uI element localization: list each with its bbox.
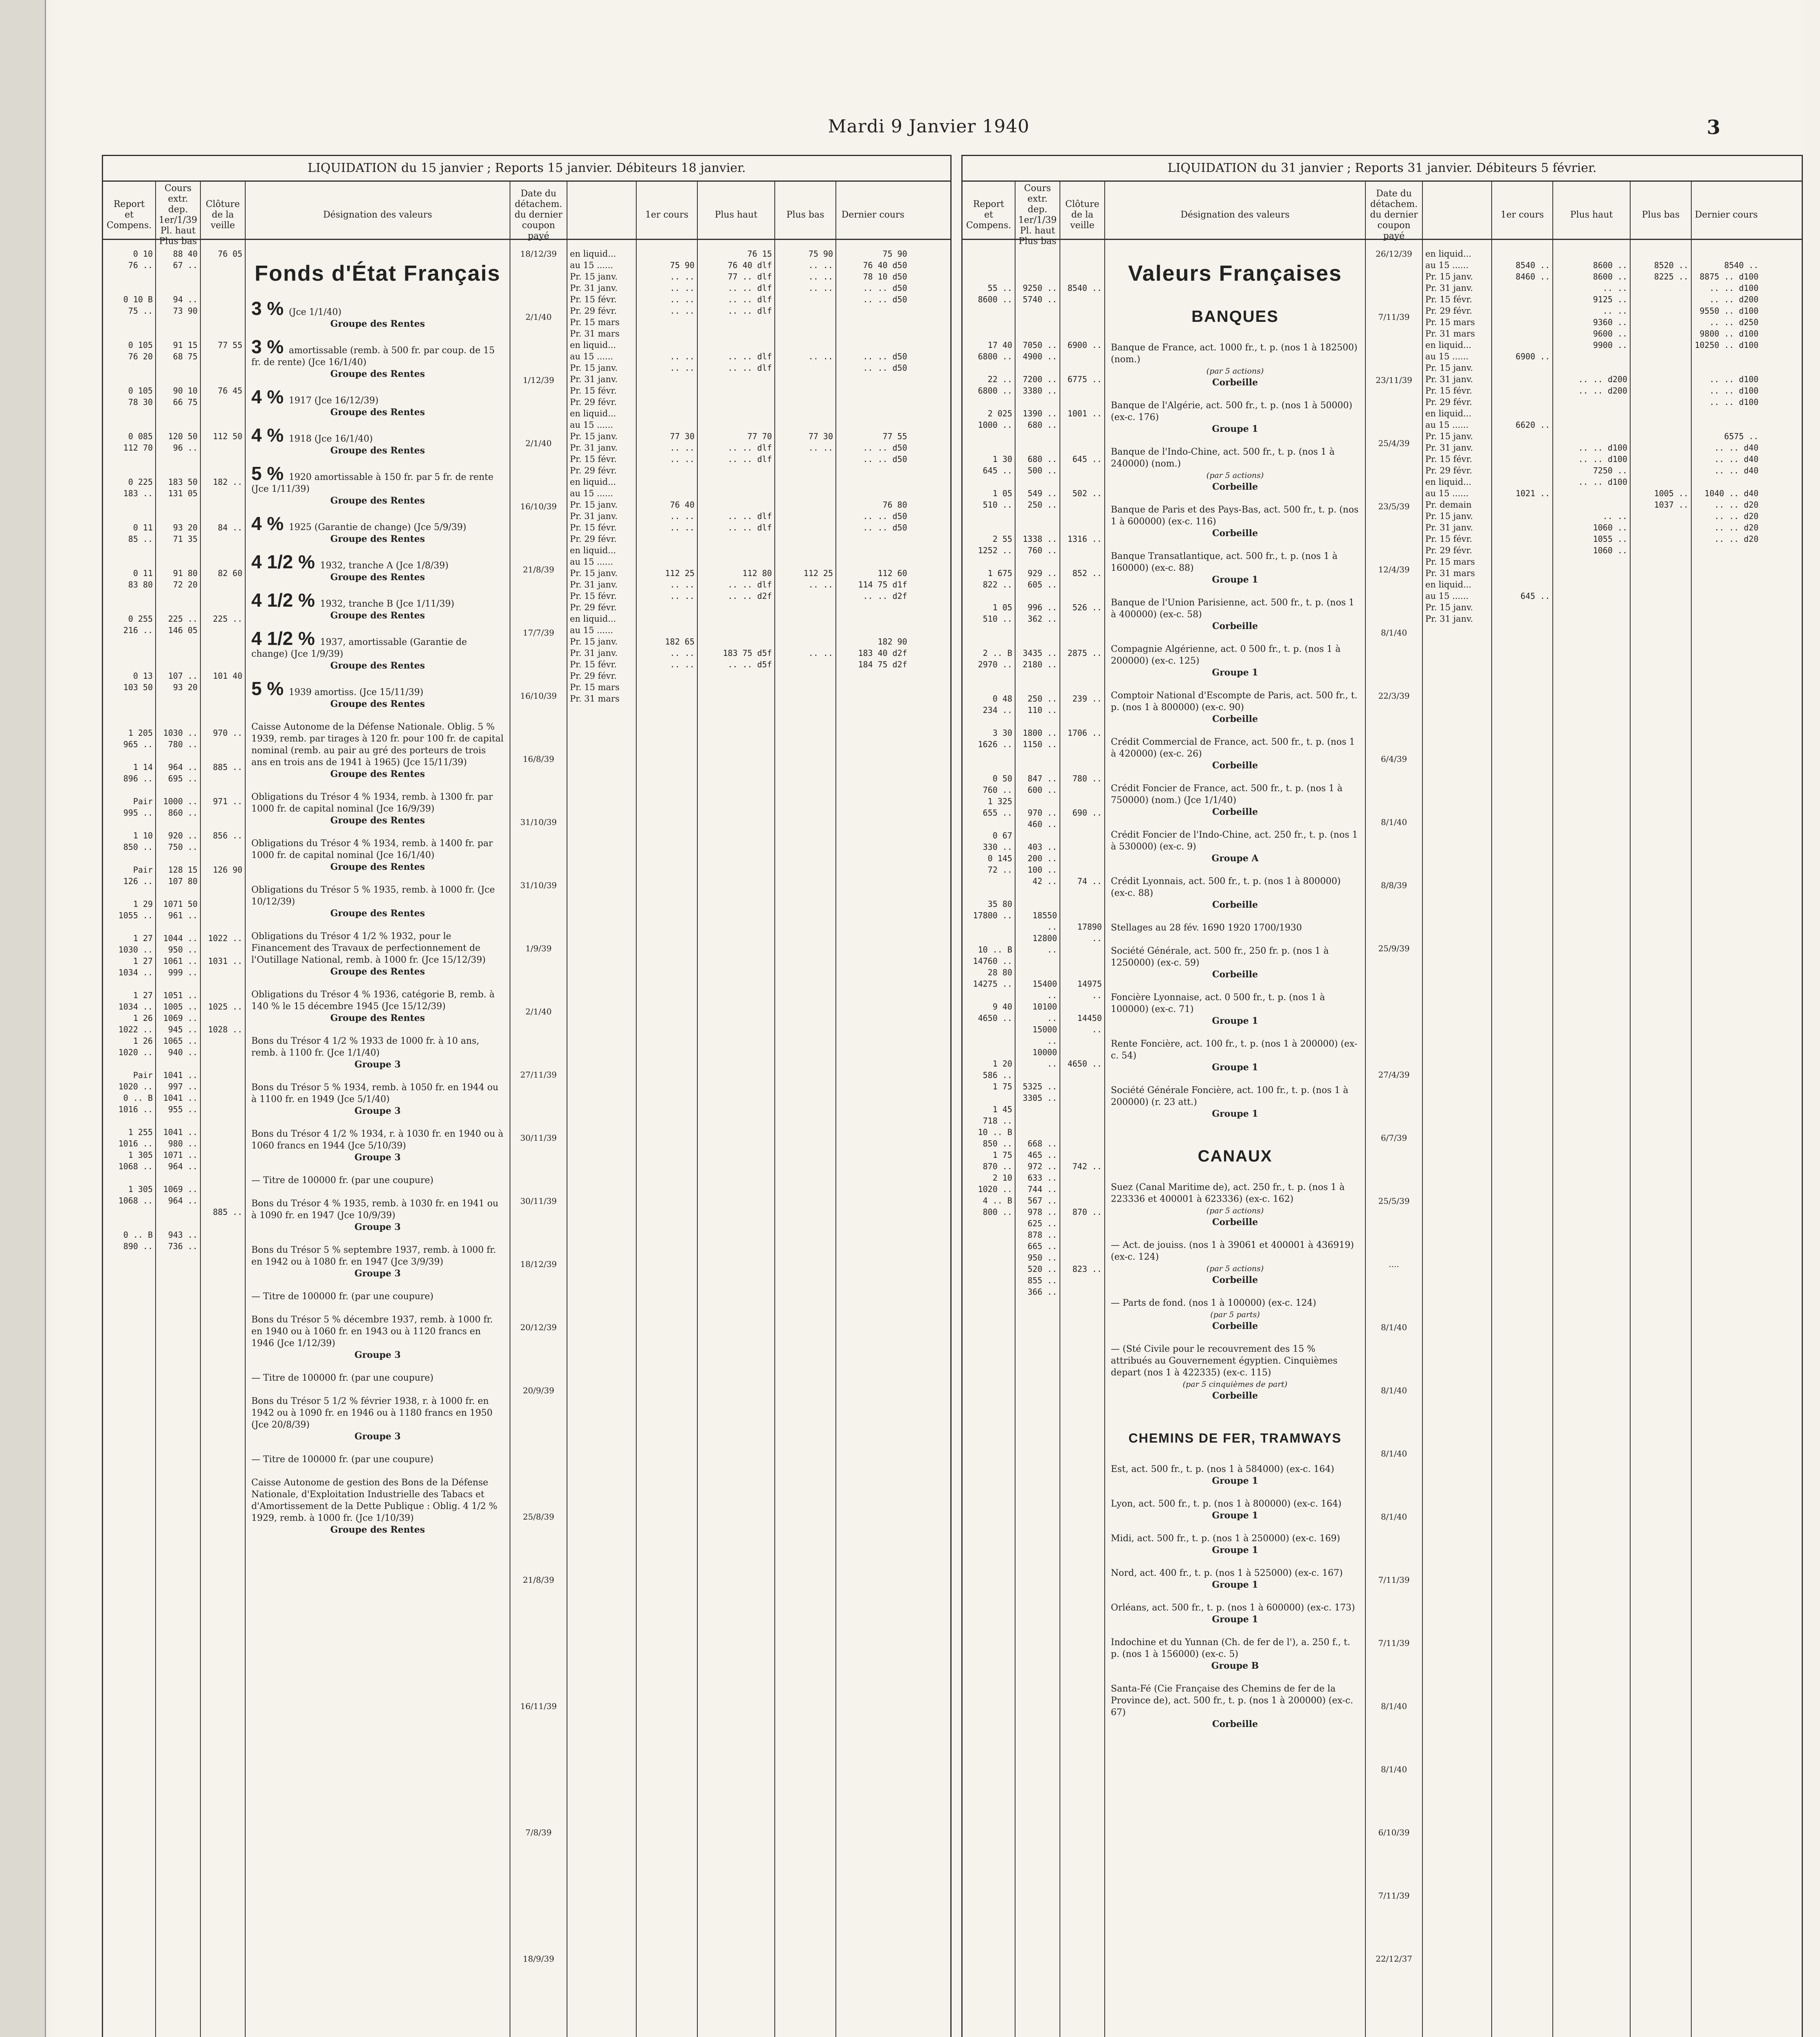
security-name: Bons du Trésor 5 % décembre 1937, remb. à 1000 fr. en 1940 ou à 1060 fr. en 1943 ou à 1120 francs en 1946 (Jce 1/12/39)	[251, 1315, 493, 1348]
detachment-date: 25/8/39	[523, 1512, 554, 1522]
security-name: Banque de France, act. 1000 fr., t. p. (nos 1 à 182500) (nom.)	[1111, 343, 1358, 365]
security-entry	[1111, 1567, 1359, 1590]
rate-label: 5 %	[251, 463, 289, 484]
table-body	[963, 240, 1802, 2037]
security-entry	[251, 386, 504, 418]
group-label: Groupe 1	[1212, 1510, 1258, 1521]
detachment-date: 7/11/39	[1378, 312, 1410, 322]
newspaper-page	[53, 0, 1805, 2037]
group-label: Groupe 3	[354, 1059, 401, 1070]
group-label: Groupe 1	[1212, 1062, 1258, 1073]
security-entry	[1111, 1181, 1359, 1228]
security-entry	[1111, 597, 1359, 632]
security-name: Société Générale Foncière, act. 100 fr., t. p. (nos 1 à 200000) (r. 23 att.)	[1111, 1085, 1349, 1107]
security-name: Rente Foncière, act. 100 fr., t. p. (nos 1 à 200000) (ex-c. 54)	[1111, 1039, 1358, 1061]
detachment-date: 16/8/39	[523, 754, 554, 764]
col-dernier-cours: Dernier cours	[1695, 210, 1758, 220]
group-label: Groupe des Rentes	[330, 769, 425, 779]
detachment-date: 8/1/40	[1380, 817, 1407, 827]
security-entry	[1111, 504, 1359, 539]
security-entry	[251, 425, 504, 456]
group-label: Corbeille	[1212, 528, 1258, 539]
rate-label: 4 1/2 %	[251, 590, 320, 611]
security-entry	[251, 1454, 504, 1465]
security-name: 1932, tranche A (Jce 1/8/39)	[320, 561, 448, 571]
detachment-date: 7/8/39	[525, 1828, 552, 1837]
security-entry	[251, 1477, 504, 1535]
group-label: Groupe 1	[1212, 1579, 1258, 1590]
security-name: Bons du Trésor 4 1/2 % 1934, r. à 1030 fr. en 1940 ou à 1060 francs en 1944 (Jce 5/10/39)	[251, 1129, 503, 1151]
report-values: 0 10 76 .. 0 10 B 75 .. 0 105 76 20 0 105 78 30 0 085 112 70 0 225 183 .. 0 11 85 .. 0 11 83 80 0 255 216 .. 0 13 103 50 1 205 965 .. 1 14 896 .. Pair 995 .. 1 10 850 .. Pair 126 .. 1 29 1055 .. 1 27 1030 .. 1 27 1034 .. 1 27 1034 .. 1 26 1022 .. 1 26 1020 .. Pair 1020 .. 0 .. B 1016 .. 1 255 1016 .. 1 305 1068 .. 1 305 1068 .. 0 .. B 890 ..	[103, 240, 156, 2037]
group-label: Groupe 1	[1212, 667, 1258, 678]
group-label: Groupe 1	[1212, 1614, 1258, 1625]
entries-container	[251, 298, 504, 1535]
security-name: Crédit Foncier de France, act. 500 fr., t. p. (nos 1 à 750000) (nom.) (Jce 1/1/40)	[1111, 783, 1343, 805]
terme-labels: en liquid... au 15 ...... Pr. 15 janv. Pr. 31 janv. Pr. 15 févr. Pr. 29 févr. Pr. 15 mars Pr. 31 mars en liquid... au 15 ...... Pr. 15 janv. Pr. 31 janv. Pr. 15 févr. Pr. 29 févr. en liquid... au 15 ...... Pr. 15 janv. Pr. 31 janv. Pr. 15 févr. Pr. 29 févr. en liquid... au 15 ...... Pr. demain Pr. 15 janv. Pr. 31 janv. Pr. 15 févr. Pr. 29 févr. Pr. 15 mars Pr. 31 mars en liquid... au 15 ...... Pr. 15 janv. Pr. 31 janv.	[1423, 240, 1492, 2037]
col-designation: Désignation des valeurs	[1105, 182, 1366, 249]
security-name: Caisse Autonome de gestion des Bons de la Défense Nationale, d'Exploitation Industrielle des Tabacs et d'Amortissement de la Dette Publique : Oblig. 4 1/2 % 1929, remb. à 1000 fr. (Jce 1/10/39)	[251, 1478, 497, 1523]
security-entry	[1111, 1239, 1359, 1286]
detachment-date: 1/9/39	[525, 944, 552, 953]
group-label: Groupe 3	[354, 1350, 401, 1360]
detachment-date: 25/5/39	[1378, 1196, 1410, 1206]
security-name: Crédit Commercial de France, act. 500 fr., t. p. (nos 1 à 420000) (ex-c. 26)	[1111, 737, 1355, 759]
security-name: Obligations du Trésor 4 % 1936, catégorie B, remb. à 140 % le 15 décembre 1945 (Jce 15/12/39)	[251, 990, 495, 1012]
rate-label: 4 %	[251, 513, 289, 534]
group-label: Groupe des Rentes	[330, 699, 425, 709]
security-name: — Titre de 100000 fr. (par une coupure)	[251, 1373, 434, 1383]
subsection-chemins-de-fer: CHEMINS DE FER, TRAMWAYS	[1128, 1431, 1342, 1445]
security-name: Banque de l'Union Parisienne, act. 500 fr., t. p. (nos 1 à 400000) (ex-c. 58)	[1111, 598, 1354, 620]
adjacent-page-edge	[0, 0, 46, 2037]
lot-note: (par 5 actions)	[1206, 367, 1264, 376]
group-label: Groupe A	[1211, 853, 1259, 864]
security-entry	[1111, 550, 1359, 585]
lot-note: (par 5 actions)	[1206, 471, 1264, 480]
security-entry	[1111, 1602, 1359, 1625]
detachment-date: 2/1/40	[525, 1007, 552, 1016]
security-entry	[1111, 1683, 1359, 1730]
security-name: Banque de l'Indo-Chine, act. 500 fr., t. p. (nos 1 à 240000) (nom.)	[1111, 447, 1335, 469]
security-name: Obligations du Trésor 4 % 1934, remb. à 1300 fr. par 1000 fr. de capital nominal (Jce 16/9/39)	[251, 792, 493, 814]
designation-list	[246, 240, 510, 2037]
detachment-date: 20/9/39	[523, 1386, 554, 1395]
chemins-entries	[1111, 1463, 1359, 1730]
group-label: Corbeille	[1212, 377, 1258, 388]
detachment-date	[513, 1448, 564, 1511]
security-entry	[1111, 1297, 1359, 1332]
security-name: Stellages au 28 fév. 1690 1920 1700/1930	[1111, 923, 1302, 933]
security-entry	[251, 1395, 504, 1442]
col-report: Report et Compens.	[103, 182, 156, 249]
subsection-banques: BANQUES	[1191, 308, 1279, 326]
security-entry	[251, 791, 504, 826]
col-terme	[1423, 182, 1492, 249]
detachment-date: 31/10/39	[520, 880, 557, 890]
group-label: Groupe des Rentes	[330, 1524, 425, 1535]
premier-cours-values: 8540 .. 8460 .. 6900 .. 6620 .. 1021 .. 645 ..	[1492, 240, 1553, 2037]
detachment-date: 27/4/39	[1378, 1070, 1410, 1080]
security-entry	[251, 721, 504, 780]
group-label: Groupe des Rentes	[330, 534, 425, 544]
security-name: Crédit Lyonnais, act. 500 fr., t. p. (nos 1 à 800000) (ex-c. 88)	[1111, 876, 1341, 898]
group-label: Groupe des Rentes	[330, 610, 425, 621]
security-name: 1939 amortiss. (Jce 15/11/39)	[289, 687, 424, 697]
security-name: — Parts de fond. (nos 1 à 100000) (ex-c. 124)	[1111, 1298, 1317, 1308]
security-entry	[1111, 945, 1359, 980]
col-plus-bas: Plus bas	[775, 182, 836, 249]
group-label: Groupe B	[1211, 1661, 1259, 1671]
column-headers	[103, 182, 950, 246]
security-entry	[251, 590, 504, 621]
security-entry	[251, 678, 504, 710]
security-entry	[1111, 1463, 1359, 1487]
col-plus-haut: Plus haut	[698, 182, 775, 249]
group-label: Groupe 3	[354, 1431, 401, 1442]
designation-list	[1105, 240, 1366, 2037]
group-label: Groupe 3	[354, 1106, 401, 1116]
security-entry	[251, 1128, 504, 1163]
col-date-detachement: Date du détachem. du dernier coupon payé	[510, 182, 567, 249]
detachment-date: 7/11/39	[1378, 1638, 1410, 1648]
security-entry	[251, 628, 504, 671]
col-cloture-veille: Clôture de la veille	[1060, 182, 1105, 249]
detachment-date: 8/1/40	[1380, 1386, 1407, 1395]
security-name: — Titre de 100000 fr. (par une coupure)	[251, 1291, 434, 1302]
banques-entries	[1111, 342, 1359, 1120]
security-entry	[251, 838, 504, 873]
group-label: Groupe 3	[354, 1152, 401, 1163]
security-name: Obligations du Trésor 5 % 1935, remb. à 1000 fr. (Jce 10/12/39)	[251, 885, 495, 907]
security-name: Comptoir National d'Escompte de Paris, act. 500 fr., t. p. (nos 1 à 800000) (ex-c. 90)	[1111, 691, 1358, 713]
security-entry	[1111, 690, 1359, 725]
rate-label: 4 %	[251, 425, 289, 446]
col-cloture-veille: Clôture de la veille	[201, 182, 246, 249]
security-entry	[1111, 829, 1359, 864]
security-name: Bons du Trésor 5 % septembre 1937, remb. à 1000 fr. en 1942 ou à 1080 fr. en 1947 (Jce 3/9/39)	[251, 1245, 496, 1267]
plus-bas-values: 8520 .. 8225 .. 1005 .. 1037 ..	[1631, 240, 1692, 2037]
group-label: Groupe des Rentes	[330, 966, 425, 977]
detachment-date: 16/11/39	[520, 1701, 557, 1711]
detachment-date: 16/10/39	[520, 691, 557, 701]
column-headers	[963, 182, 1802, 246]
group-label: Corbeille	[1212, 1275, 1258, 1285]
col-terme	[567, 182, 637, 249]
detachment-date: 2/1/40	[525, 438, 552, 448]
group-label: Corbeille	[1212, 1321, 1258, 1331]
security-name: Santa-Fé (Cie Française des Chemins de fer de la Province de), act. 500 fr., t. p. (nos 1 à 200000) (ex-c. 67)	[1111, 1684, 1353, 1718]
security-name: Foncière Lyonnaise, act. 0 500 fr., t. p. (nos 1 à 100000) (ex-c. 71)	[1111, 992, 1325, 1014]
security-entry	[251, 989, 504, 1024]
subsection-canaux: CANAUX	[1198, 1147, 1273, 1165]
security-entry	[251, 1291, 504, 1302]
security-name: — (Sté Civile pour le recouvrement des 15 % attribués au Gouvernement égyptien. Cinquièmes depart (nos 1 à 422335) (ex-c. 115)	[1111, 1344, 1338, 1378]
group-label: Groupe des Rentes	[330, 1013, 425, 1023]
detachment-date: 7/11/39	[1378, 1575, 1410, 1585]
group-label: Groupe des Rentes	[330, 445, 425, 456]
group-label: Corbeille	[1212, 1719, 1258, 1729]
security-name: Compagnie Algérienne, act. 0 500 fr., t. p. (nos 1 à 200000) (ex-c. 125)	[1111, 644, 1341, 666]
col-plus-haut: Plus haut	[1553, 182, 1631, 249]
security-entry	[1111, 446, 1359, 493]
page-number: 3	[1707, 116, 1721, 139]
security-entry	[1111, 736, 1359, 771]
security-name: Banque de Paris et des Pays-Bas, act. 500 fr., t. p. (nos 1 à 600000) (ex-c. 116)	[1111, 505, 1359, 527]
col-cours-extremes: Cours extr. dep. 1er/1/39 Pl. haut Plus bas	[156, 182, 201, 249]
security-entry	[251, 551, 504, 583]
group-label: Corbeille	[1212, 969, 1258, 980]
security-entry	[1111, 1637, 1359, 1672]
group-label: Corbeille	[1212, 807, 1258, 817]
right-quotation-table	[961, 155, 1803, 2037]
detachment-dates	[1366, 240, 1423, 2037]
detachment-date: 6/4/39	[1380, 754, 1407, 764]
col-date-detachement: Date du détachem. du dernier coupon payé	[1366, 182, 1423, 249]
veille-values: 8540 .. 6900 .. 6775 .. 1001 .. 645 .. 502 .. 1316 .. 852 .. 526 .. 2875 .. 239 .. 1706 .. 780 .. 690 .. 74 .. 17890 .. 14975 .. 14450 .. 4650 .. 742 .. 870 .. 823 ..	[1060, 240, 1105, 2037]
detachment-date: 25/4/39	[1378, 438, 1410, 448]
group-label: Groupe 1	[1212, 1109, 1258, 1119]
col-cours-extremes: Cours extr. dep. 1er/1/39 Pl. haut Plus bas	[1016, 182, 1060, 249]
dernier-cours-values: 75 90 76 40 d50 78 10 d50 .. .. d50 .. .. d50 .. .. d50 .. .. d50 77 55 .. .. d50 .. .. d50 76 80 .. .. d50 .. .. d50 112 60 114 75 d1f .. .. d2f 182 90 183 40 d2f 184 75 d2f	[858, 249, 907, 669]
group-label: Corbeille	[1212, 900, 1258, 910]
col-premier-cours: 1er cours	[637, 182, 698, 249]
col-report: Report et Compens.	[963, 182, 1016, 249]
security-entry	[1111, 876, 1359, 911]
security-entry	[251, 336, 504, 380]
detachment-date: ....	[1389, 1259, 1399, 1269]
group-label: Groupe des Rentes	[330, 862, 425, 872]
detachment-date: 23/11/39	[1376, 375, 1412, 385]
security-name: Caisse Autonome de la Défense Nationale. Oblig. 5 % 1939, remb. par tirages à 120 fr. pour 100 fr. de capital nominal (remb. au pair au gré des porteurs de trois ans en trois ans de 1941 à 1965) (Jce 15/11/39)	[251, 722, 504, 768]
security-name: Banque Transatlantique, act. 500 fr., t. p. (nos 1 à 160000) (ex-c. 88)	[1111, 551, 1338, 573]
detachment-date: 18/12/39	[520, 1259, 557, 1269]
security-name: Est, act. 500 fr., t. p. (nos 1 à 584000) (ex-c. 164)	[1111, 1464, 1334, 1474]
plus-haut-values: 76 15 76 40 dlf 77 .. dlf .. .. dlf .. .. dlf .. .. dlf .. .. dlf .. .. dlf 77 70 .. .. dlf .. .. dlf .. .. dlf .. .. dlf 112 80 .. .. dlf .. .. d2f 183 75 d5f .. .. d5f	[698, 240, 775, 2037]
group-label: Groupe des Rentes	[330, 495, 425, 506]
security-name: Bons du Trésor 4 1/2 % 1933 de 1000 fr. à 10 ans, remb. à 1100 fr. (Jce 1/1/40)	[251, 1036, 479, 1058]
security-entry	[1111, 1533, 1359, 1556]
high-low-values: 88 40 67 .. 94 .. 73 90 91 15 68 75 90 10 66 75 120 50 96 .. 183 50 131 05 93 20 71 35 91 80 72 20 225 .. 146 05 107 .. 93 20 1030 .. 780 .. 964 .. 695 .. 1000 .. 860 .. 920 .. 750 .. 128 15 107 80 1071 50 961 .. 1044 .. 950 .. 1061 .. 999 .. 1051 .. 1005 .. 1069 .. 945 .. 1065 .. 940 .. 1041 .. 997 .. 1041 .. 955 .. 1041 .. 980 .. 1071 .. 964 .. 1069 .. 964 .. 943 .. 736 ..	[156, 240, 201, 2037]
group-label: Groupe 3	[354, 1268, 401, 1279]
report-values: 55 .. 8600 .. 17 40 6800 .. 22 .. 6800 .. 2 025 1000 .. 1 30 645 .. 1 05 510 .. 2 55 1252 .. 1 675 822 .. 1 05 510 .. 2 .. B 2970 .. 0 48 234 .. 3 30 1626 .. 0 50 760 .. 1 325 655 .. 0 67 330 .. 0 145 72 .. 35 80 17800 .. 10 .. B 14760 .. 28 80 14275 .. 9 40 4650 .. 1 20 586 .. 1 75 1 45 718 .. 10 .. B 850 .. 1 75 870 .. 2 10 1020 .. 4 .. B 800 ..	[963, 240, 1016, 2037]
security-entry	[1111, 1498, 1359, 1521]
security-name: Nord, act. 400 fr., t. p. (nos 1 à 525000) (ex-c. 167)	[1111, 1568, 1343, 1578]
detachment-date: 1/12/39	[523, 375, 554, 385]
high-low-values: 9250 .. 5740 .. 7050 .. 4900 .. 7200 .. 3380 .. 1390 .. 680 .. 680 .. 500 .. 549 .. 250 .. 1338 .. 760 .. 929 .. 605 .. 996 .. 362 .. 3435 .. 2180 .. 250 .. 110 .. 1800 .. 1150 .. 847 .. 600 .. 970 .. 460 .. 403 .. 200 .. 100 .. 42 .. 18550 .. 12800 .. 15400 .. 10100 .. 15000 .. 10000 .. 5325 .. 3305 .. 668 .. 465 .. 972 .. 633 .. 744 .. 567 .. 978 .. 625 .. 878 .. 665 .. 950 .. 520 .. 855 .. 366 ..	[1016, 240, 1060, 2037]
terme-labels: en liquid... au 15 ...... Pr. 15 janv. Pr. 31 janv. Pr. 15 févr. Pr. 29 févr. Pr. 15 mars Pr. 31 mars en liquid... au 15 ...... Pr. 15 janv. Pr. 31 janv. Pr. 15 févr. Pr. 29 févr. en liquid... au 15 ...... Pr. 15 janv. Pr. 31 janv. Pr. 15 févr. Pr. 29 févr. en liquid... au 15 ...... Pr. 15 janv. Pr. 31 janv. Pr. 15 févr. Pr. 29 févr. en liquid... au 15 ...... Pr. 15 janv. Pr. 31 janv. Pr. 15 févr. Pr. 29 févr. en liquid... au 15 ...... Pr. 15 janv. Pr. 31 janv. Pr. 15 févr. Pr. 29 févr. Pr. 15 mars Pr. 31 mars	[567, 240, 637, 2037]
detachment-date: 23/5/39	[1378, 502, 1410, 511]
group-label: Groupe des Rentes	[330, 319, 425, 329]
detachment-date: 22/3/39	[1378, 691, 1410, 701]
col-dernier-cours: Dernier cours	[841, 210, 905, 220]
detachment-date: 8/1/40	[1380, 1322, 1407, 1332]
security-name: Crédit Foncier de l'Indo-Chine, act. 250 fr., t. p. (nos 1 à 530000) (ex-c. 9)	[1111, 830, 1358, 852]
security-entry	[1111, 1343, 1359, 1401]
security-entry	[251, 513, 504, 545]
detachment-date: 8/1/40	[1380, 1701, 1407, 1711]
detachment-date: 26/12/39	[1376, 249, 1412, 259]
section-title: Fonds d'État Français	[255, 261, 501, 286]
security-name: Obligations du Trésor 4 % 1934, remb. à 1400 fr. par 1000 fr. de capital nominal (Jce 16/1/40)	[251, 838, 493, 860]
security-name: — Act. de jouiss. (nos 1 à 39061 et 400001 à 436919) (ex-c. 124)	[1111, 1240, 1354, 1262]
group-label: Corbeille	[1212, 482, 1258, 492]
detachment-date: 12/4/39	[1378, 565, 1410, 574]
premier-cours-values: 75 90 .. .. .. .. .. .. .. .. .. .. .. .. 77 30 .. .. .. .. 76 40 .. .. .. .. 112 25 .. .. .. .. 182 65 .. .. .. ..	[637, 240, 698, 2037]
security-entry	[1111, 400, 1359, 435]
security-name: 1917 (Jce 16/12/39)	[289, 396, 379, 406]
detachment-date: 2/1/40	[525, 312, 552, 322]
group-label: Corbeille	[1212, 1390, 1258, 1401]
liquidation-banner: LIQUIDATION du 31 janvier ; Reports 31 janvier. Débiteurs 5 février.	[963, 156, 1802, 182]
security-name: Indochine et du Yunnan (Ch. de fer de l'), a. 250 f., t. p. (nos 1 à 156000) (ex-c. 5)	[1111, 1637, 1350, 1659]
dernier-cours-values: 8540 .. 8875 .. d100 .. .. d100 .. .. d200 9550 .. d100 .. .. d250 9800 .. d100 10250 .. d100 .. .. d100 .. .. d100 .. .. d100 6575 .. .. .. d40 .. .. d40 .. .. d40 1040 .. d40 .. .. d20 .. .. d20 .. .. d20 .. .. d20	[1695, 260, 1758, 544]
security-entry	[251, 1244, 504, 1279]
security-name: Bons du Trésor 5 % 1934, remb. à 1050 fr. en 1944 ou à 1100 fr. en 1949 (Jce 5/1/40)	[251, 1082, 499, 1104]
security-name: Lyon, act. 500 fr., t. p. (nos 1 à 800000) (ex-c. 164)	[1111, 1499, 1342, 1509]
security-entry	[251, 1314, 504, 1361]
security-entry	[251, 1175, 504, 1186]
lot-note: (par 5 actions)	[1206, 1264, 1264, 1273]
security-entry	[251, 298, 504, 330]
security-name: — Titre de 100000 fr. (par une coupure)	[251, 1454, 434, 1465]
security-entry	[251, 884, 504, 919]
rate-label: 3 %	[251, 336, 289, 357]
detachment-date: 6/7/39	[1380, 1133, 1407, 1143]
veille-values: 76 05 77 55 76 45 112 50 182 .. 84 .. 82 60 225 .. 101 40 970 .. 885 .. 971 .. 856 .. 126 90 1022 .. 1031 .. 1025 .. 1028 .. 885 ..	[201, 240, 246, 2037]
security-name: Bons du Trésor 5 1/2 % février 1938, r. à 1000 fr. en 1942 ou à 1090 fr. en 1946 ou à 1180 francs en 1950 (Jce 20/8/39)	[251, 1396, 493, 1430]
plus-bas-values: 75 90 .. .. .. .. .. .. .. .. 77 30 .. .. 112 25 .. .. .. ..	[775, 240, 836, 2037]
security-entry	[1111, 922, 1359, 934]
security-name: 1918 (Jce 16/1/40)	[289, 434, 373, 444]
detachment-date	[1368, 1006, 1420, 1069]
group-label: Corbeille	[1212, 621, 1258, 631]
security-entry	[251, 1372, 504, 1384]
group-label: Groupe des Rentes	[330, 572, 425, 583]
detachment-date: 8/1/40	[1380, 1764, 1407, 1774]
security-name: Obligations du Trésor 4 1/2 % 1932, pour le Financement des Travaux de perfectionnement de l'Outillage National, remb. à 1000 fr. (Jce 15/12/39)	[251, 931, 486, 965]
detachment-date	[513, 1637, 564, 1700]
canaux-entries	[1111, 1181, 1359, 1401]
group-label: Groupe 1	[1212, 424, 1258, 434]
security-entry	[251, 463, 504, 506]
col-premier-cours: 1er cours	[1492, 182, 1553, 249]
group-label: Groupe des Rentes	[330, 908, 425, 919]
detachment-date: 8/1/40	[1380, 1449, 1407, 1458]
group-label: Groupe 1	[1212, 1016, 1258, 1026]
security-name: Banque de l'Algérie, act. 500 fr., t. p. (nos 1 à 50000) (ex-c. 176)	[1111, 400, 1352, 422]
detachment-date	[513, 1890, 564, 1953]
group-label: Groupe 3	[354, 1222, 401, 1232]
security-name: Suez (Canal Maritime de), act. 250 fr., t. p. (nos 1 à 223336 et 400001 à 623336) (ex-c. 162)	[1111, 1182, 1345, 1204]
rate-label: 4 %	[251, 386, 289, 407]
section-title: Valeurs Françaises	[1128, 261, 1342, 286]
col-plus-bas: Plus bas	[1631, 182, 1692, 249]
detachment-date: 7/11/39	[1378, 1891, 1410, 1901]
security-entry	[251, 1082, 504, 1117]
security-name: 1932, tranche B (Jce 1/11/39)	[320, 599, 455, 609]
detachment-date: 27/11/39	[520, 1070, 557, 1080]
lot-note: (par 5 cinquièmes de part)	[1183, 1380, 1288, 1389]
security-entry	[1111, 1084, 1359, 1120]
lot-note: (par 5 actions)	[1206, 1206, 1264, 1215]
security-name: Midi, act. 500 fr., t. p. (nos 1 à 250000) (ex-c. 169)	[1111, 1533, 1340, 1544]
rate-label: 3 %	[251, 298, 289, 319]
detachment-date: 8/1/40	[1380, 1512, 1407, 1522]
detachment-date: 25/9/39	[1378, 944, 1410, 953]
group-label: Corbeille	[1212, 760, 1258, 771]
group-label: Corbeille	[1212, 714, 1258, 724]
security-entry	[1111, 783, 1359, 818]
detachment-date: 30/11/39	[520, 1133, 557, 1143]
security-name: 1925 (Garantie de change) (Jce 5/9/39)	[289, 522, 466, 532]
detachment-date: 30/11/39	[520, 1196, 557, 1206]
security-entry	[1111, 1038, 1359, 1073]
security-name: — Titre de 100000 fr. (par une coupure)	[251, 1175, 434, 1186]
detachment-date: 8/1/40	[1380, 628, 1407, 638]
left-quotation-table	[102, 155, 952, 2037]
security-entry	[251, 1198, 504, 1233]
security-name: Société Générale, act. 500 fr., 250 fr. p. (nos 1 à 1250000) (ex-c. 59)	[1111, 946, 1329, 968]
detachment-date: 21/8/39	[523, 565, 554, 574]
security-name: 1920 amortissable à 150 fr. par 5 fr. de rente (Jce 1/11/39)	[251, 472, 494, 494]
detachment-date: 22/12/37	[1376, 1954, 1412, 1964]
rate-label: 4 1/2 %	[251, 628, 320, 649]
detachment-date: 17/7/39	[523, 628, 554, 638]
detachment-dates	[510, 240, 567, 2037]
security-entry	[1111, 992, 1359, 1027]
security-entry	[251, 931, 504, 977]
security-name: Orléans, act. 500 fr., t. p. (nos 1 à 600000) (ex-c. 173)	[1111, 1603, 1355, 1613]
page-date: Mardi 9 Janvier 1940	[828, 116, 1030, 137]
detachment-date: 20/12/39	[520, 1322, 557, 1332]
group-label: Groupe 1	[1212, 1476, 1258, 1486]
group-label: Groupe des Rentes	[330, 660, 425, 671]
security-entry	[1111, 643, 1359, 678]
detachment-date: 16/10/39	[520, 502, 557, 511]
security-entry	[1111, 342, 1359, 388]
detachment-date: 31/10/39	[520, 817, 557, 827]
detachment-date	[513, 1764, 564, 1827]
group-label: Groupe 1	[1212, 574, 1258, 585]
security-name: 1937, amortissable (Garantie de change) (Jce 1/9/39)	[251, 637, 467, 659]
group-label: Groupe des Rentes	[330, 815, 425, 826]
security-name: Bons du Trésor 4 % 1935, remb. à 1030 fr. en 1941 ou à 1090 fr. en 1947 (Jce 10/9/39)	[251, 1199, 499, 1221]
security-entry	[251, 1035, 504, 1070]
plus-haut-values: 8600 .. 8600 .. .. .. 9125 .. .. .. 9360 .. 9600 .. 9900 .. .. .. d200 .. .. d200 .. .. d100 .. .. d100 7250 .. .. .. d100 .. .. 1060 .. 1055 .. 1060 ..	[1553, 240, 1631, 2037]
detachment-date: 6/10/39	[1378, 1828, 1410, 1837]
liquidation-banner: LIQUIDATION du 15 janvier ; Reports 15 janvier. Débiteurs 18 janvier.	[103, 156, 950, 182]
detachment-date: 21/8/39	[523, 1575, 554, 1585]
rate-label: 5 %	[251, 678, 289, 699]
detachment-date: 18/12/39	[520, 249, 557, 259]
security-name: (Jce 1/1/40)	[289, 307, 342, 317]
col-designation: Désignation des valeurs	[246, 182, 510, 249]
detachment-date: 18/9/39	[523, 1954, 554, 1964]
detachment-date: 8/8/39	[1380, 880, 1407, 890]
table-body	[103, 240, 950, 2037]
rate-label: 4 1/2 %	[251, 551, 320, 572]
group-label: Groupe 1	[1212, 1545, 1258, 1555]
security-name: amortissable (remb. à 500 fr. par coup. de 15 fr. de rente) (Jce 16/1/40)	[251, 345, 495, 367]
group-label: Groupe des Rentes	[330, 407, 425, 418]
group-label: Corbeille	[1212, 1217, 1258, 1227]
group-label: Groupe des Rentes	[330, 369, 425, 379]
lot-note: (par 5 parts)	[1210, 1310, 1260, 1319]
